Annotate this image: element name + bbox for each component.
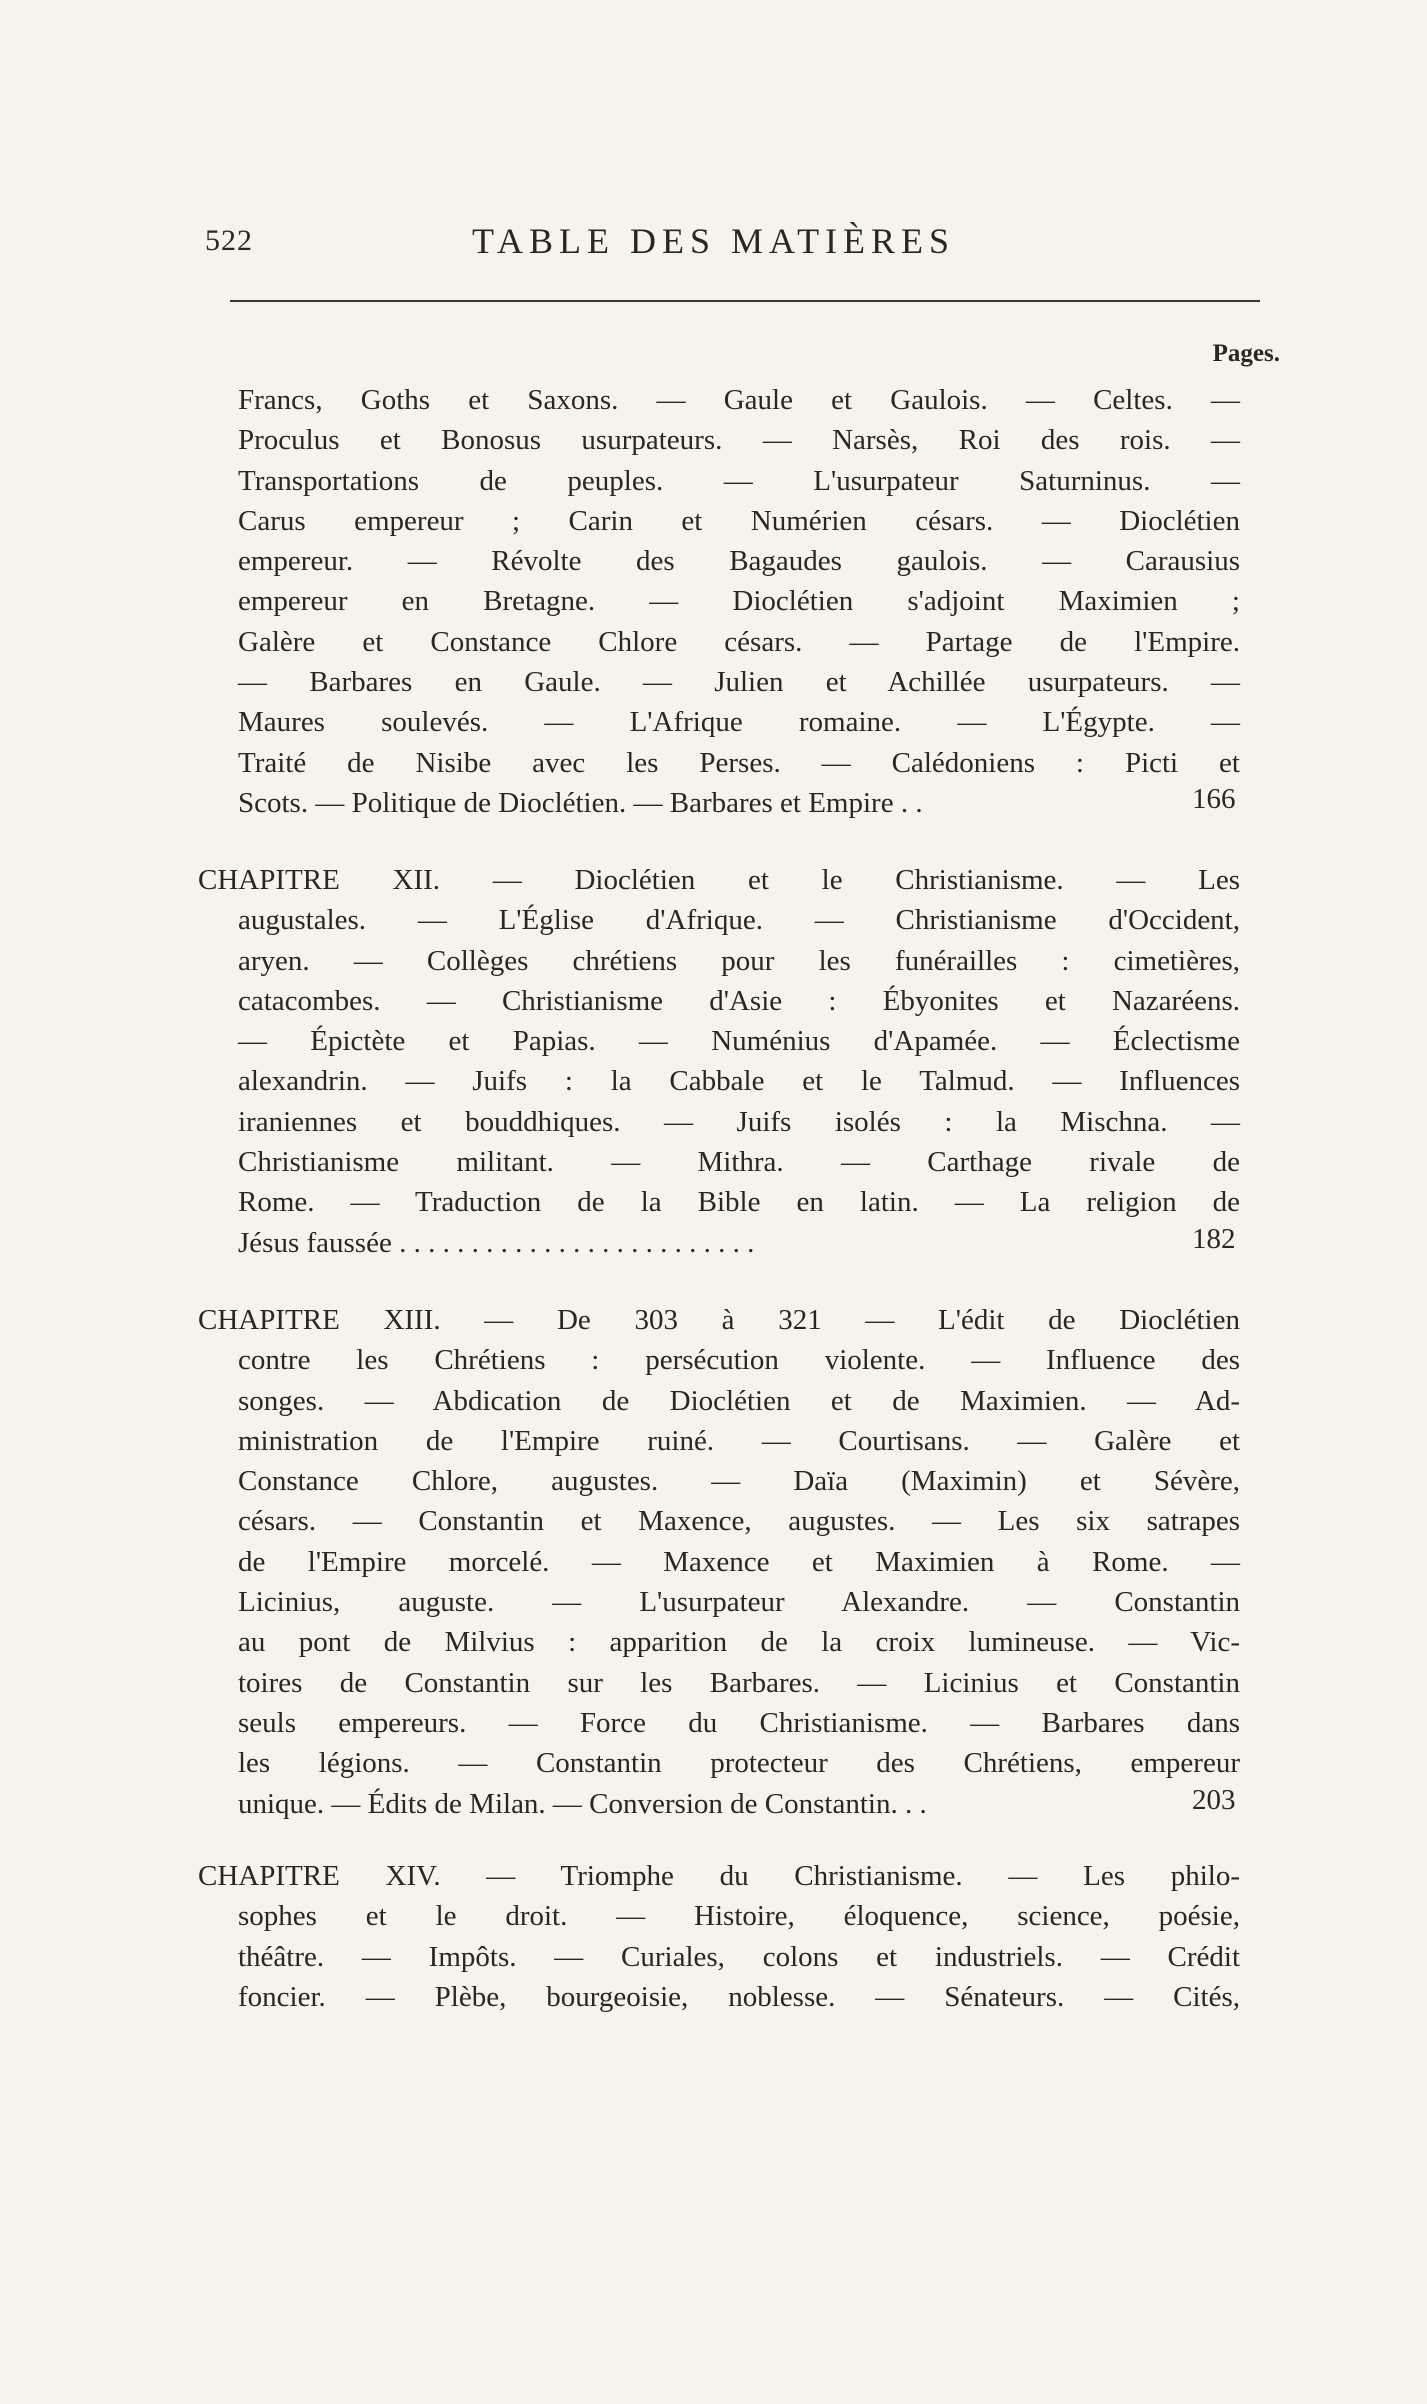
entry-line: empereur. — Révolte des Bagaudes gaulois. — Carausius <box>238 545 1240 578</box>
entry-line: songes. — Abdication de Dioclétien et de Maximien. — Ad- <box>238 1384 1240 1417</box>
entry-line: — Barbares en Gaule. — Julien et Achillée usurpateurs. — <box>238 666 1240 699</box>
entry-line: de l'Empire morcelé. — Maxence et Maximien à Rome. — <box>238 1545 1240 1578</box>
toc-entry-continuation <box>238 380 1240 823</box>
entry-line: théâtre. — Impôts. — Curiales, colons et industriels. — Crédit <box>238 1940 1240 1973</box>
entry-line: Proculus et Bonosus usurpateurs. — Narsès, Roi des rois. — <box>238 424 1240 457</box>
entry-line: Scots. — Politique de Dioclétien. — Barbares et Empire . . <box>238 786 923 819</box>
entry-line: contre les Chrétiens : persécution violente. — Influence des <box>238 1344 1240 1377</box>
entry-line: Rome. — Traduction de la Bible en latin. — La religion de <box>238 1186 1240 1219</box>
entry-line: aryen. — Collèges chrétiens pour les funérailles : cimetières, <box>238 944 1240 977</box>
toc-entry-chapter-xii <box>198 860 1240 1263</box>
entry-line: Transportations de peuples. — L'usurpateur Saturninus. — <box>238 464 1240 497</box>
entry-line: césars. — Constantin et Maxence, augustes. — Les six satrapes <box>238 1505 1240 1538</box>
entry-line: Jésus faussée . . . . . . . . . . . . . . . . . . . . . . . . . <box>238 1226 755 1259</box>
entry-line: empereur en Bretagne. — Dioclétien s'adjoint Maximien ; <box>238 585 1240 618</box>
entry-line: foncier. — Plèbe, bourgeoisie, noblesse. — Sénateurs. — Cités, <box>238 1980 1240 2013</box>
entry-line: Licinius, auguste. — L'usurpateur Alexandre. — Constantin <box>238 1586 1240 1619</box>
entry-line: CHAPITRE XIII. — De 303 à 321 — L'édit de Dioclétien <box>198 1304 1240 1336</box>
entry-line: CHAPITRE XII. — Dioclétien et le Christianisme. — Les <box>198 864 1240 896</box>
entry-line: Galère et Constance Chlore césars. — Partage de l'Empire. <box>238 625 1240 658</box>
entry-line: sophes et le droit. — Histoire, éloquence, science, poésie, <box>238 1900 1240 1933</box>
entry-line: unique. — Édits de Milan. — Conversion de Constantin. . . <box>238 1787 927 1820</box>
entry-page-number: 182 <box>1192 1223 1236 1255</box>
header-rule <box>230 300 1260 302</box>
entry-line: augustales. — L'Église d'Afrique. — Christianisme d'Occident, <box>238 904 1240 937</box>
entry-line: CHAPITRE XIV. — Triomphe du Christianisme. — Les philo- <box>198 1860 1240 1892</box>
toc-entry-chapter-xiv <box>198 1856 1240 2017</box>
toc-entry-chapter-xiii <box>198 1300 1240 1824</box>
entry-line: seuls empereurs. — Force du Christianisme. — Barbares dans <box>238 1706 1240 1739</box>
entry-line: — Épictète et Papias. — Numénius d'Apamée. — Éclectisme <box>238 1025 1240 1058</box>
entry-line: Carus empereur ; Carin et Numérien césars. — Dioclétien <box>238 504 1240 537</box>
entry-line: catacombes. — Christianisme d'Asie : Ébyonites et Nazaréens. <box>238 984 1240 1017</box>
entry-line: au pont de Milvius : apparition de la croix lumineuse. — Vic- <box>238 1626 1240 1659</box>
running-title: TABLE DES MATIÈRES <box>471 221 956 261</box>
entry-line: Francs, Goths et Saxons. — Gaule et Gaulois. — Celtes. — <box>238 384 1240 416</box>
entry-page-number: 166 <box>1192 783 1236 815</box>
entry-line: iraniennes et bouddhiques. — Juifs isolés : la Mischna. — <box>238 1105 1240 1138</box>
entry-line: les légions. — Constantin protecteur des Chrétiens, empereur <box>238 1747 1240 1780</box>
page-number: 522 <box>205 224 253 257</box>
entry-line: Constance Chlore, augustes. — Daïa (Maximin) et Sévère, <box>238 1465 1240 1498</box>
entry-line: Traité de Nisibe avec les Perses. — Calédoniens : Picti et <box>238 746 1240 779</box>
entry-line: Maures soulevés. — L'Afrique romaine. — L'Égypte. — <box>238 706 1240 739</box>
entry-line: toires de Constantin sur les Barbares. — Licinius et Constantin <box>238 1666 1240 1699</box>
entry-page-number: 203 <box>1192 1784 1236 1816</box>
entry-line: ministration de l'Empire ruiné. — Courtisans. — Galère et <box>238 1424 1240 1457</box>
entry-line: alexandrin. — Juifs : la Cabbale et le Talmud. — Influences <box>238 1065 1240 1098</box>
pages-column-label: Pages. <box>1212 340 1280 367</box>
entry-line: Christianisme militant. — Mithra. — Carthage rivale de <box>238 1146 1240 1179</box>
